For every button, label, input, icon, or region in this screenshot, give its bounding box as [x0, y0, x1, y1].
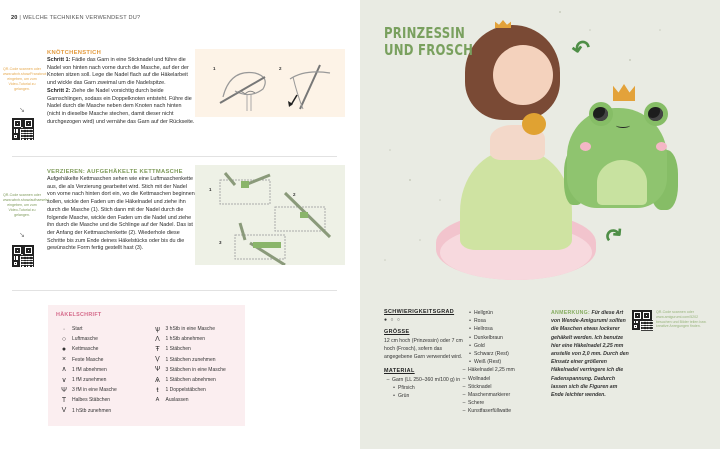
legend-label: 1 Stäbchen zunehmen [165, 356, 216, 363]
legend-row [150, 365, 238, 375]
running-head [11, 15, 140, 21]
title-line-2: UND FROSCH [384, 41, 474, 59]
legend-row [56, 395, 144, 405]
legend-row [56, 355, 144, 365]
section-divider [12, 290, 337, 291]
double-crochet-symbol-icon: Ŧ [155, 345, 160, 353]
list-item: • Hellgrün [469, 310, 493, 316]
legend-label: 3 hStb in eine Masche [165, 326, 215, 333]
list-item: – Wollnadel [462, 375, 491, 382]
frog-mouth [616, 123, 630, 128]
step2-label: Schritt 2: [47, 87, 71, 94]
frog-right-cheek [656, 142, 667, 151]
qr-note-knoetchenstich: QR-Code scannen oder www.wbxh.show/Franzknot eingeben, um zum Video-Tutorial zu gelangen. [3, 67, 47, 91]
separator: | [19, 15, 23, 21]
legend-row [150, 375, 238, 385]
color-item: Gold [474, 342, 485, 349]
qr-code-amigurumi[interactable] [632, 310, 652, 330]
note-box [551, 309, 631, 399]
3-hdc-in-one-symbol-icon: ѱ [155, 325, 160, 333]
legend-row [150, 344, 238, 354]
legend-label: Auslassen [165, 397, 189, 404]
step-number: 3 [219, 240, 222, 245]
section-title: KNÖTCHENSTICH [47, 50, 102, 56]
list-item: – Garn (LL 250–360 m/100 g) in [386, 376, 461, 383]
list-item: – Maschenmarkierer [462, 392, 511, 399]
step2-text: Ziehe die Nadel vorsichtig durch beide Garnschlingen, sodass ein Doppelknoten entsteht. Führe die Nadel durch die Masche neben dem Knoten nach hinten (nicht in dieselbe Masche stechen, damit dieser nicht durchgezogen wird) und vernähe das Garn auf der Rückseite. [47, 87, 195, 125]
legend-label: 1 Stäbchen [165, 346, 191, 353]
legend-row [150, 334, 238, 344]
legend-row [56, 324, 144, 334]
needle-knot-drawing [195, 49, 345, 117]
legend-row [56, 385, 144, 395]
golden-ball [522, 113, 546, 135]
color-item: Grün [398, 393, 410, 400]
princess-face [493, 45, 553, 105]
legend-row [150, 395, 238, 405]
single-crochet-symbol-icon: × [61, 356, 67, 364]
tool-item: Sticknadel [468, 383, 492, 390]
section-title: VERZIEREN: AUFGEHÄKELTE KETTMASCHE [47, 169, 183, 175]
hdc-decrease-symbol-icon: Λ [155, 335, 160, 343]
legend-row [56, 334, 144, 344]
legend-label: 1 fM abnehmen [72, 366, 107, 373]
legend-row [150, 324, 238, 334]
dc-decrease-symbol-icon: Ѧ [155, 376, 160, 384]
section-divider [12, 156, 337, 157]
arrow-down-icon: ↘ [19, 107, 25, 114]
legend-label: 1 Stäbchen abnehmen [165, 377, 216, 384]
legend-label: Start [72, 326, 83, 333]
illustration-kettmasche [195, 165, 345, 265]
legend-label: Kettmasche [72, 346, 99, 353]
legend-row [150, 385, 238, 395]
step-number: 1 [209, 187, 212, 192]
qr-note-kettmasche: QR-Code scannen oder www.wbxh.show/aufhaeselst eingeben, um zum Video-Tutorial zu gelangen. [3, 193, 49, 217]
legend-label: 3 Stäbchen in eine Masche [165, 366, 226, 373]
3-sc-in-one-symbol-icon: Ψ [61, 386, 67, 394]
legend-column-1 [56, 324, 144, 416]
illustration-knoetchenstich [195, 49, 345, 117]
list-item: • Grün [393, 393, 410, 400]
frog-belly [597, 160, 647, 205]
section-body [47, 57, 195, 126]
info-column-1 [384, 309, 464, 400]
page-title [384, 25, 473, 59]
tool-item: Kunstfaserfüllwatte [468, 408, 512, 415]
step-number: 2 [293, 192, 296, 197]
slip-stitch-symbol-icon: ● [61, 345, 67, 353]
chain-stitch-symbol-icon: ○ [61, 335, 67, 343]
tool-item: Maschenmarkierer [468, 392, 511, 399]
list-item: • Gold [469, 342, 485, 349]
page-number: 20 [11, 15, 18, 21]
legend-row [56, 344, 144, 354]
list-item: – Schere [462, 400, 485, 407]
legend-row [56, 406, 144, 416]
curved-arrow-left-icon: ↶ [569, 34, 593, 63]
list-item: – Kunstfaserfüllwatte [462, 408, 512, 415]
list-item: • Schwarz (Rest) [469, 351, 509, 358]
list-item: • Dunkelbraun [469, 334, 503, 341]
arrow-down-icon: ↘ [19, 232, 25, 239]
dc-increase-symbol-icon: Ṿ [155, 356, 160, 364]
tool-item: Häkelnadel 2,25 mm [468, 367, 515, 374]
legend-label: 3 fM in eine Masche [72, 387, 117, 394]
color-item: Schwarz (Rest) [474, 351, 509, 358]
color-item: Hellrosa [474, 326, 493, 333]
tool-item: Wollnadel [468, 375, 491, 382]
list-item: – Häkelnadel 2,25 mm [462, 367, 515, 374]
color-item: Weiß (Rest) [474, 359, 502, 366]
sc-increase-symbol-icon: ∨ [61, 376, 67, 384]
material-title: MATERIAL [384, 367, 415, 374]
hdc-increase-symbol-icon: V [61, 407, 67, 415]
list-item: – Sticknadel [462, 383, 492, 390]
legend-label: Luftmasche [72, 336, 98, 343]
list-item: • Hellrosa [469, 326, 493, 333]
list-item: • Rosa [469, 318, 486, 325]
color-item: Pfirsich [398, 384, 415, 391]
half-double-symbol-icon: T [61, 396, 67, 404]
legend-label: 1 Doppelstäbchen [165, 387, 206, 394]
yarn-intro: Garn (LL 250–360 m/100 g) in [392, 376, 461, 383]
section-body: Aufgehäkelte Kettmaschen sehen wie eine Luftmaschenkette aus, die als Verzierung gearbeitet wird. Stich mit der Nadel von vorne nach hinten dort ein, wo die Kettmaschen beginnen sollen, wickle den Faden um die Häkelnadel und ziehe ihn durch die Masche (1). Stich dann mit der Nadel durch die folgende Masche, wickle den Faden um die Nadel und ziehe ihn durch die Masche und die Schlinge auf der Nadel. Das ist der Anfang der Kettmaschenkette (2). Wiederhole diese Schritte bis zum Ende deines Häkelstücks oder bis du die gewünschte Form fertig gestellt hast (3). [47, 176, 195, 252]
note-text: Für diese Art von Wende-Amigurumi sollten die Maschen etwas lockerer gehäkelt werden. Ich benutze hier eine Häkelnadel 2,25 mm anstelle von 2,0 mm. Durch den Einsatz einer größeren Häkelnadel verringere ich die Fadenspannung. Dadurch lassen sich die Figuren am Ende leichter wenden. [551, 310, 629, 399]
note-label: ANMERKUNG: [551, 310, 591, 316]
difficulty-rating: ● ○ ○ [384, 317, 401, 323]
difficulty-title: SCHWIERIGKEITSGRAD [384, 309, 455, 315]
list-item: • Pfirsich [393, 384, 415, 391]
color-item: Rosa [474, 318, 486, 325]
step-number: 2 [279, 66, 282, 71]
legend-label: Feste Masche [72, 356, 104, 363]
curved-arrow-up-icon: ↷ [599, 220, 630, 252]
qr-code-knoetchenstich[interactable] [12, 118, 34, 140]
step1-label: Schritt 1: [47, 57, 71, 63]
frog-left-cheek [580, 142, 591, 151]
treble-crochet-symbol-icon: ŧ [156, 386, 159, 394]
info-column-2 [462, 309, 544, 416]
material-list [384, 376, 464, 401]
crochet-symbol-legend [48, 305, 245, 426]
legend-column-2 [150, 324, 238, 416]
qr-note-amigurumi: QR-Code scannen oder www.amigurumi.com/5202 besuchen und Bilder teilen bzw. kreative Anregungen finden. [656, 310, 707, 329]
chain-stitch-drawing [195, 165, 345, 265]
size-title: GRÖSSE [384, 329, 410, 335]
tool-item: Schere [468, 400, 485, 407]
legend-row [56, 365, 144, 375]
section-kettmasche [47, 169, 195, 253]
list-item: • Weiß (Rest) [469, 359, 502, 366]
size-text: 12 cm hoch (Prinzessin) oder 7 cm hoch (Frosch), sofern das angegebene Garn verwendet wird. [384, 338, 463, 361]
step-number: 1 [213, 66, 216, 71]
step1-text: Fädle das Garn in eine Sticknadel und führe die Nadel von hinten nach vorne durch die Masche, auf der der Knoten sitzen soll. Lege die Nadel flach auf die Häkelarbeit und wickle das Garn zweimal um die Nadelspitze. [47, 57, 189, 87]
title-line-1: PRINZESSIN [384, 24, 466, 42]
skip-symbol-icon: A [155, 396, 160, 403]
running-head-title: WELCHE TECHNIKEN VERWENDEST DU? [22, 15, 141, 21]
legend-row [150, 355, 238, 365]
legend-label: 1 hStb zunehmen [72, 407, 112, 414]
color-item: Dunkelbraun [474, 334, 503, 341]
section-knoetchenstich [47, 50, 195, 126]
legend-label: Halbes Stäbchen [72, 397, 111, 404]
frog-right-eye [644, 102, 668, 126]
legend-title: HÄKELSCHRIFT [56, 312, 102, 318]
frog-left-eye [589, 102, 613, 126]
legend-row [56, 375, 144, 385]
start-symbol-icon: · [62, 325, 66, 333]
legend-label: 1 hStb abnehmen [165, 336, 205, 343]
qr-code-kettmasche[interactable] [12, 245, 34, 267]
sc-decrease-symbol-icon: ∧ [61, 366, 67, 374]
3-dc-in-one-symbol-icon: Ѱ [154, 366, 161, 374]
color-item: Hellgrün [474, 310, 493, 316]
legend-label: 1 fM zunehmen [72, 377, 107, 384]
